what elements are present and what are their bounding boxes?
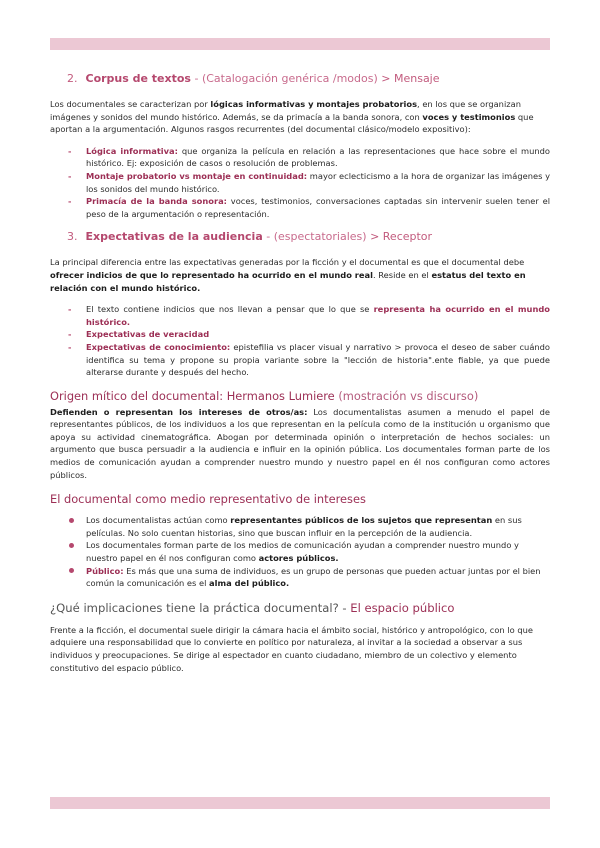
list-item-text: Los documentalistas actúan como <box>86 515 231 526</box>
list-item <box>50 514 550 539</box>
bold-text: Defienden o representan los intereses de otros/as: <box>50 406 308 417</box>
list-item-text: mayor eclecticismo a la hora de organizar las imágenes y los sonidos del mundo histórico. <box>86 170 550 194</box>
list-item-key: Expectativas de conocimiento: <box>86 341 231 352</box>
section-2-list <box>50 145 550 221</box>
text: Los documentalistas asumen a menudo el papel de representantes públicos, de los individuos a los que representan en la película como de la institución u organismo que apoya su actividad cinematográfica. Abogan por determinada opinión o interpretación de hechos sociales: un argumento que busca persuadir a la audiencia e influir en la opinión pública. Los documentales forman parte de los medios de comunicación ayudan a comprender nuestro mundo y nuestro papel en él nos configuran como actores públicos. <box>50 406 551 480</box>
list-item <box>50 303 550 328</box>
section-3-heading <box>50 230 550 243</box>
footer-band <box>50 797 550 809</box>
bold-text: ofrecer indicios de que lo representado ha ocurrido en el mundo real <box>50 269 373 280</box>
text: . Reside en el <box>372 269 432 280</box>
heading-main: ¿Qué implicaciones tiene la práctica documental? - <box>50 600 351 615</box>
text: La principal diferencia entre las expectativas generadas por la ficción y el documental es que el documental debe <box>50 257 525 268</box>
list-item <box>50 341 550 379</box>
bold-text: estatus del texto en relación con el mundo histórico. <box>50 269 526 293</box>
document-body <box>50 72 550 674</box>
heading-bold: Expectativas de la audiencia <box>85 230 263 244</box>
text: Los documentales se caracterizan por <box>50 99 211 109</box>
list-item <box>50 328 550 341</box>
medio-list <box>50 514 550 590</box>
list-item-key: representa ha ocurrido en el mundo histórico. <box>86 304 550 327</box>
list-item-text: que organiza la película en relación a las representaciones que hace sobre el mundo histórico. Ej: exposición de casos o resolución de problemas. <box>86 145 550 169</box>
section-3-list <box>50 303 550 379</box>
list-item-text: voces, testimonios, conversaciones captadas sin intervenir suelen tener el peso de la argumentación o representación. <box>86 196 551 219</box>
heading-main: El documental como medio representativo de intereses <box>50 492 366 507</box>
medio-heading <box>50 492 550 506</box>
heading-light: (mostración vs discurso) <box>338 388 479 403</box>
heading-main: Origen mítico del documental: Hermanos Lumiere <box>50 388 339 403</box>
list-item-text: en sus películas. No solo cuentan historias, sino que buscan influir en la percepción de la audiencia. <box>86 515 522 538</box>
list-item-key: Expectativas de veracidad <box>86 329 210 340</box>
list-item <box>50 195 550 220</box>
list-item <box>50 170 550 195</box>
section-2-paragraph <box>50 98 550 136</box>
origen-heading <box>50 389 550 403</box>
heading-pink: El espacio público <box>350 600 455 615</box>
list-item-text: El texto contiene indicios que nos llevan a pensar que lo que se <box>86 304 374 315</box>
list-item-text: Es más que una suma de individuos, es un grupo de personas que pueden actuar juntas por el bien común la comunicación es el <box>86 565 541 589</box>
text: que aportan a la argumentación. Algunos rasgos recurrentes (del documental clásico/modelo expositivo): <box>50 111 534 135</box>
list-item-text: Los documentales forman parte de los medios de comunicación ayudan a comprender nuestro mundo y nuestro papel en él nos configuran como <box>86 540 519 564</box>
list-item <box>50 565 550 590</box>
origen-paragraph <box>50 406 550 482</box>
section-2-heading <box>50 72 550 85</box>
heading-light: - (Catalogación genérica /modos) <box>190 72 382 85</box>
list-item-key: Primacía de la banda sonora: <box>86 196 227 207</box>
list-item-key: Lógica informativa: <box>86 145 178 156</box>
section-number: 2. <box>67 72 78 85</box>
heading-light: - (espectatoriales) <box>262 230 371 244</box>
list-item-key: Público: <box>86 565 124 576</box>
bold-text: representantes públicos de los sujetos que representan <box>230 515 493 526</box>
bold-text: actores públicos. <box>258 553 339 564</box>
heading-end: > Mensaje <box>381 72 440 85</box>
implicaciones-heading <box>50 601 550 615</box>
section-number: 3. <box>67 230 78 244</box>
list-item-key: Montaje probatorio vs montaje en continuidad: <box>86 170 308 181</box>
list-item-text: epistefilia vs placer visual y narrativo > provoca el deseo de saber cuándo identifica su tema y propone su propia variante sobre la "lección de historia".ente fiable, ya que puede alterarse durante y después del hecho. <box>86 341 551 378</box>
bold-text: voces y testimonios <box>422 111 516 122</box>
section-3-paragraph <box>50 256 550 294</box>
list-item <box>50 539 550 564</box>
heading-end: > Receptor <box>370 230 433 244</box>
text: , en los que se organizan imágenes y sonidos del mundo histórico. Además, se da primacía a la banda sonora, con <box>50 99 521 122</box>
bold-text: alma del público. <box>209 578 290 589</box>
heading-bold: Corpus de textos <box>85 72 191 85</box>
list-item <box>50 145 550 170</box>
bold-text: lógicas informativas y montajes probatorios <box>210 99 418 109</box>
header-band <box>50 38 550 50</box>
implicaciones-paragraph: Frente a la ficción, el documental suele dirigir la cámara hacia el ámbito social, histórico y antropológico, con lo que adquiere una responsabilidad que lo convierte en político por naturaleza, al invitar a la sociedad a observar a sus individuos y preocupaciones. Se dirige al espectador en cuanto ciudadano, miembro de un colectivo y elemento constitutivo del espacio público. <box>50 624 533 673</box>
